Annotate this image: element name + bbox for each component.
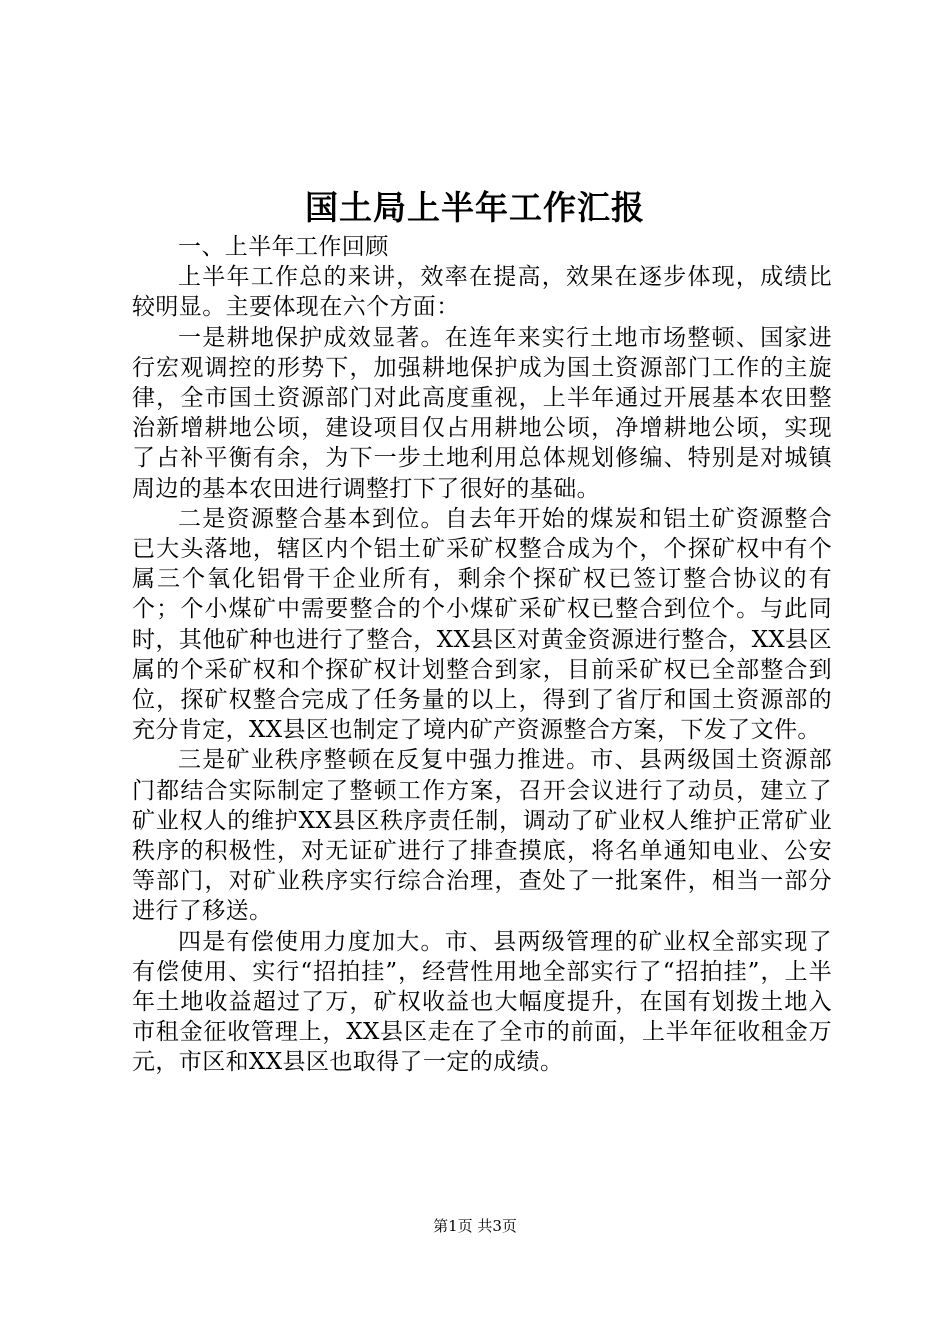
paragraph-summary: 上半年工作总的来讲，效率在提高，效果在逐步体现，成绩比较明显。主要体现在六个方面： — [132, 264, 832, 321]
paragraph-paid-use: 四是有偿使用力度加大。市、县两级管理的矿业权全部实现了有偿使用、实行“招拍挂”，经营性用地全部实行了“招拍挂”，上半年土地收益超过了万，矿权收益也大幅度提升，在国有划拨土地入市租金征收管理上，XX县区走在了全市的前面，上半年征收租金万元，市区和XX县区也取得了一定的成绩。 — [132, 928, 832, 1076]
paragraph-mining-order: 三是矿业秩序整顿在反复中强力推进。市、县两级国土资源部门都结合实际制定了整顿工作方案，召开会议进行了动员，建立了矿业权人的维护XX县区秩序责任制，调动了矿业权人维护正常矿业秩序的积极性，对无证矿进行了排查摸底，将名单通知电业、公安等部门，对矿业秩序实行综合治理，查处了一批案件，相当一部分进行了移送。 — [132, 747, 832, 925]
paragraph-farmland-protection: 一是耕地保护成效显著。在连年来实行土地市场整顿、国家进行宏观调控的形势下，加强耕地保护成为国土资源部门工作的主旋律，全市国土资源部门对此高度重视，上半年通过开展基本农田整治新增耕地公顷，建设项目仅占用耕地公顷，净增耕地公顷，实现了占补平衡有余，为下一步土地利用总体规划修编、特别是对城镇周边的基本农田进行调整打下了很好的基础。 — [132, 324, 832, 502]
paragraph-resource-integration: 二是资源整合基本到位。自去年开始的煤炭和铝土矿资源整合已大头落地，辖区内个铝土矿采矿权整合成为个，个探矿权中有个属三个氧化铝骨干企业所有，剩余个探矿权已签订整合协议的有个；个小煤矿中需要整合的个小煤矿采矿权已整合到位个。与此同时，其他矿种也进行了整合，XX县区对黄金资源进行整合，XX县区属的个采矿权和个探矿权计划整合到家，目前采矿权已全部整合到位，探矿权整合完成了任务量的以上，得到了省厅和国土资源部的充分肯定，XX县区也制定了境内矿产资源整合方案，下发了文件。 — [132, 505, 832, 744]
document-title: 国土局上半年工作汇报 — [305, 188, 645, 227]
section-heading: 一、上半年工作回顾 — [178, 234, 389, 260]
page-footer: 第1页 共3页 — [433, 1217, 517, 1235]
document-body — [132, 232, 832, 1078]
